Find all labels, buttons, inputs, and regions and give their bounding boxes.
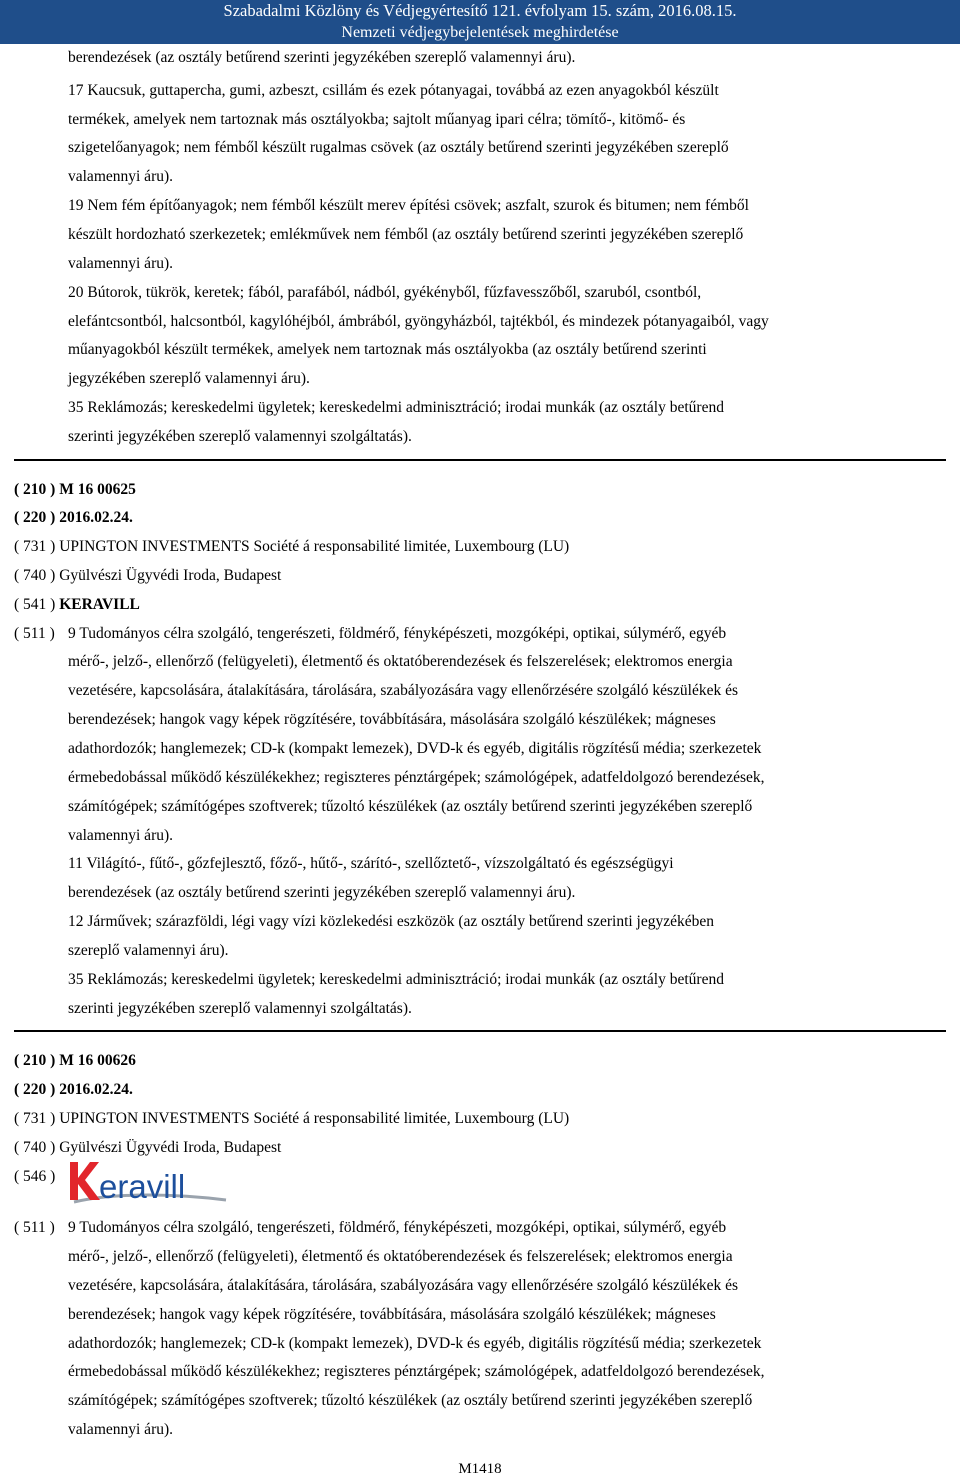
class-line: 9 Tudományos célra szolgáló, tengerészeti, földmérő, fényképészeti, mozgóképi, optikai, súlymérő, egyéb <box>68 1219 727 1236</box>
logo-wordmark: eravill <box>99 1168 186 1205</box>
prev-line: szigetelőanyagok; nem fémből készült rugalmas csövek (az osztály betűrend szerinti jegyzékében szereplő <box>68 139 729 156</box>
field-220: ( 220 ) 2016.02.24. <box>14 1081 133 1098</box>
class-line: mérő-, jelző-, ellenőrző (felügyeleti), életmentő és oktatóberendezések és felszerelések; elektromos energia <box>68 653 733 670</box>
class-line: valamennyi áru). <box>68 827 174 844</box>
class-line: szerinti jegyzékében szereplő valamennyi szolgáltatás). <box>68 1000 412 1017</box>
class-line: érmebedobással működő készülékekhez; regiszteres pénztárgépek; számológépek, adatfeldolgozó berendezések, <box>68 769 765 786</box>
class-line: vezetésére, kapcsolására, átalakítására, tárolására, szabályozására vagy ellenőrzésére szolgáló készülékek és <box>68 682 739 699</box>
prev-line: valamennyi áru). <box>68 168 174 185</box>
field-210: ( 210 ) M 16 00625 <box>14 481 136 498</box>
entry-divider <box>14 1030 946 1032</box>
field-511-label: ( 511 ) <box>14 625 55 642</box>
field-210: ( 210 ) M 16 00626 <box>14 1052 136 1069</box>
class-line: vezetésére, kapcsolására, átalakítására, tárolására, szabályozására vagy ellenőrzésére szolgáló készülékek és <box>68 1277 739 1294</box>
class-line: 9 Tudományos célra szolgáló, tengerészeti, földmérő, fényképészeti, mozgóképi, optikai, súlymérő, egyéb <box>68 625 727 642</box>
prev-line: valamennyi áru). <box>68 255 174 272</box>
prev-line: 19 Nem fém építőanyagok; nem fémből készült merev építési csövek; aszfalt, szurok és bitumen; nem fémből <box>68 197 749 214</box>
journal-title: Szabadalmi Közlöny és Védjegyértesítő 121. évfolyam 15. szám, 2016.08.15. <box>223 1 737 20</box>
field-541 <box>14 595 140 615</box>
field-740: ( 740 ) Gyülvészi Ügyvédi Iroda, Budapest <box>14 567 282 584</box>
class-line: 12 Járművek; szárazföldi, légi vagy vízi közlekedési eszközök (az osztály betűrend szerinti jegyzékében <box>68 913 715 930</box>
class-line: berendezések (az osztály betűrend szerinti jegyzékében szereplő valamennyi áru). <box>68 884 576 901</box>
class-line: szereplő valamennyi áru). <box>68 942 229 959</box>
class-line: adathordozók; hanglemezek; CD-k (kompakt lemezek), DVD-k és egyéb, digitális rögzítésű média; szerkezetek <box>68 740 762 757</box>
logo-letter-k <box>70 1162 100 1200</box>
field-511-label: ( 511 ) <box>14 1219 55 1236</box>
field-546: ( 546 ) <box>14 1168 56 1185</box>
prev-line: jegyzékében szereplő valamennyi áru). <box>68 370 310 387</box>
class-line: érmebedobással működő készülékekhez; regiszteres pénztárgépek; számológépek, adatfeldolgozó berendezések, <box>68 1363 765 1380</box>
prev-line: 35 Reklámozás; kereskedelmi ügyletek; kereskedelmi adminisztráció; irodai munkák (az osztály betűrend <box>68 399 724 416</box>
prev-line: szerinti jegyzékében szereplő valamennyi szolgáltatás). <box>68 428 412 445</box>
class-line: valamennyi áru). <box>68 1421 174 1438</box>
field-731: ( 731 ) UPINGTON INVESTMENTS Société á responsabilité limitée, Luxembourg (LU) <box>14 538 570 555</box>
class-line: 35 Reklámozás; kereskedelmi ügyletek; kereskedelmi adminisztráció; irodai munkák (az osztály betűrend <box>68 971 724 988</box>
word-mark: KERAVILL <box>59 596 140 613</box>
prev-line: elefántcsontból, halcsontból, kagylóhéjból, ámbrából, gyöngyházból, tajtékból, és mindezek pótanyagaiból, vagy <box>68 313 769 330</box>
keravill-logo <box>68 1158 230 1206</box>
prev-line: termékek, amelyek nem tartoznak más osztályokba; sajtolt műanyag ipari célra; tömítő-, kitömő- és <box>68 111 686 128</box>
field-541-label: ( 541 ) <box>14 596 60 613</box>
class-line: számítógépek; számítógépes szoftverek; tűzoltó készülékek (az osztály betűrend szerinti jegyzékében szereplő <box>68 1392 753 1409</box>
field-740: ( 740 ) Gyülvészi Ügyvédi Iroda, Budapest <box>14 1139 282 1156</box>
class-line: számítógépek; számítógépes szoftverek; tűzoltó készülékek (az osztály betűrend szerinti jegyzékében szereplő <box>68 798 753 815</box>
keravill-logo-image <box>68 1158 230 1206</box>
class-line: mérő-, jelző-, ellenőrző (felügyeleti), életmentő és oktatóberendezések és felszerelések; elektromos energia <box>68 1248 733 1265</box>
prev-line: készült hordozható szerkezetek; emlékművek nem fémből (az osztály betűrend szerinti jegyzékében szereplő <box>68 226 744 243</box>
section-title: Nemzeti védjegybejelentések meghirdetése <box>341 24 619 41</box>
class-line: berendezések; hangok vagy képek rögzítésére, továbbítására, másolására szolgáló készülékek; mágneses <box>68 711 716 728</box>
page-number: M1418 <box>458 1461 502 1477</box>
prev-line: műanyagokból készült termékek, amelyek nem tartoznak más osztályokba (az osztály betűrend szerinti <box>68 341 707 358</box>
prev-line: berendezések (az osztály betűrend szerinti jegyzékében szereplő valamennyi áru). <box>68 49 576 66</box>
page-header <box>0 0 960 44</box>
class-line: berendezések; hangok vagy képek rögzítésére, továbbítására, másolására szolgáló készülékek; mágneses <box>68 1306 716 1323</box>
field-731: ( 731 ) UPINGTON INVESTMENTS Société á responsabilité limitée, Luxembourg (LU) <box>14 1110 570 1127</box>
field-220: ( 220 ) 2016.02.24. <box>14 509 133 526</box>
prev-line: 17 Kaucsuk, guttapercha, gumi, azbeszt, csillám és ezek pótanyagai, továbbá az ezen anyagokból készült <box>68 82 719 99</box>
prev-line: 20 Bútorok, tükrök, keretek; fából, parafából, nádból, gyékényből, fűzfavesszőből, szaruból, csontból, <box>68 284 702 301</box>
entry-divider <box>14 459 946 461</box>
class-line: adathordozók; hanglemezek; CD-k (kompakt lemezek), DVD-k és egyéb, digitális rögzítésű média; szerkezetek <box>68 1335 762 1352</box>
class-line: 11 Világító-, fűtő-, gőzfejlesztő, főző-, hűtő-, szárító-, szellőztető-, vízszolgáltató és egészségügyi <box>68 855 674 872</box>
